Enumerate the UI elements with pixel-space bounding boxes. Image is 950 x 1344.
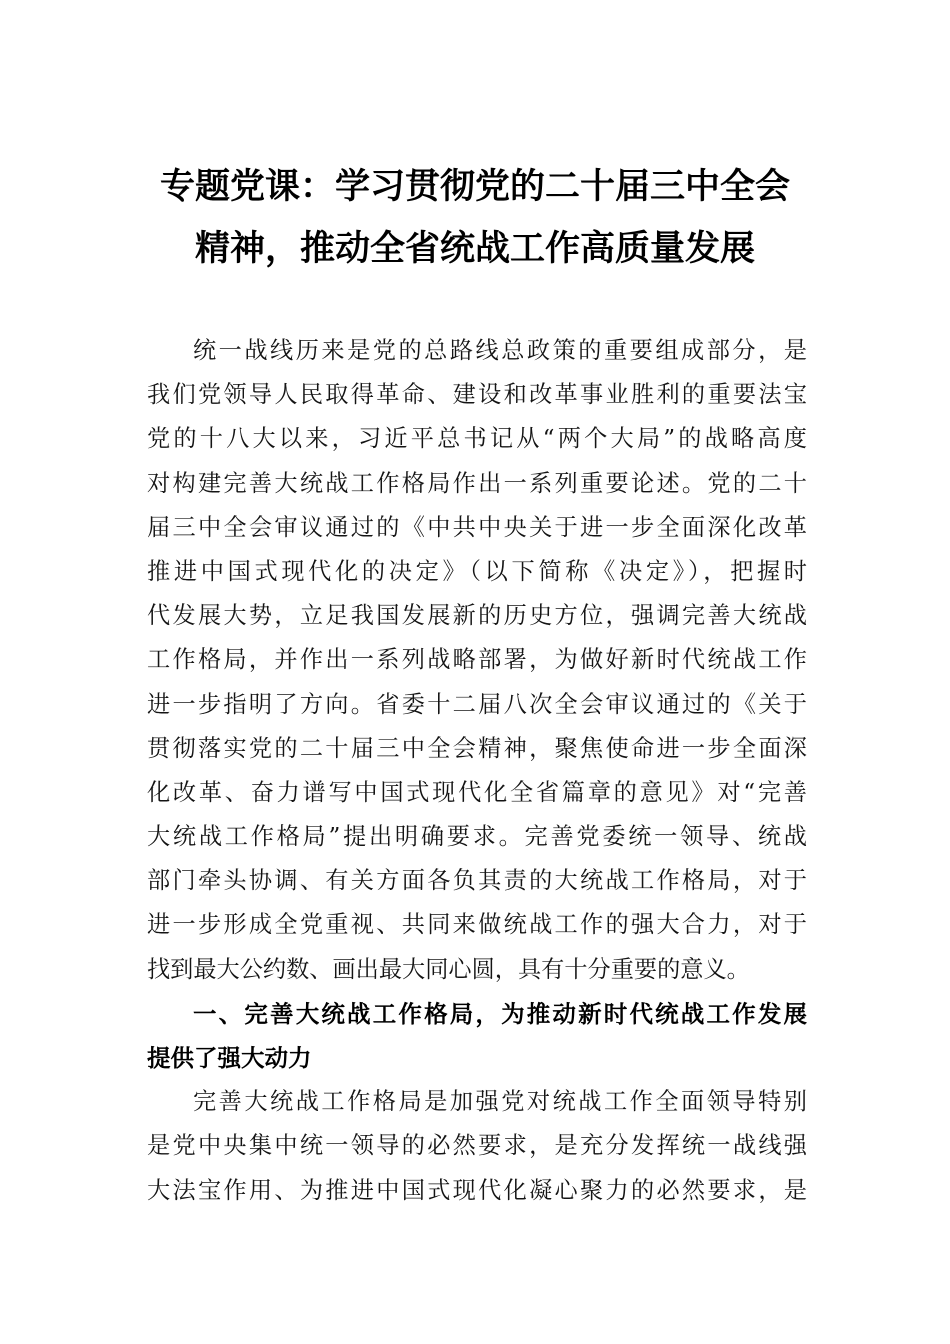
paragraph-section-1 (147, 1080, 807, 1213)
section-heading-1 (147, 992, 807, 1080)
document-title (100, 156, 850, 280)
document-body (147, 329, 807, 1213)
text-line: 进一步形成全党重视、共同来做统战工作的强大合力，对于 (147, 911, 807, 939)
text-line: 完善大统战工作格局是加强党对统战工作全面领导特别 (193, 1088, 807, 1116)
paragraph-intro (147, 329, 807, 992)
text-line: 化改革、奋力谱写中国式现代化全省篇章的意见》对“完善 (147, 778, 807, 806)
text-line: 是党中央集中统一领导的必然要求，是充分发挥统一战线强 (147, 1132, 807, 1160)
text-line: 党的十八大以来，习近平总书记从“两个大局”的战略高度 (147, 425, 807, 453)
text-line: 大法宝作用、为推进中国式现代化凝心聚力的必然要求，是 (147, 1176, 807, 1204)
text-line: 工作格局，并作出一系列战略部署，为做好新时代统战工作 (147, 646, 807, 674)
title-line-2: 精神，推动全省统战工作高质量发展 (194, 228, 755, 269)
text-line: 进一步指明了方向。省委十二届八次全会审议通过的《关于 (147, 690, 807, 718)
text-line: 我们党领导人民取得革命、建设和改革事业胜利的重要法宝 (147, 381, 807, 409)
text-line: 对构建完善大统战工作格局作出一系列重要论述。党的二十 (147, 469, 807, 497)
heading-line: 提供了强大动力 (147, 1044, 312, 1072)
text-line: 代发展大势，立足我国发展新的历史方位，强调完善大统战 (147, 602, 807, 630)
text-line: 找到最大公约数、画出最大同心圆，具有十分重要的意义。 (147, 955, 750, 983)
text-line: 贯彻落实党的二十届三中全会精神，聚焦使命进一步全面深 (147, 734, 807, 762)
text-line: 统一战线历来是党的总路线总政策的重要组成部分，是 (193, 337, 807, 364)
title-line-1: 专题党课：学习贯彻党的二十届三中全会 (159, 166, 790, 207)
text-line: 届三中全会审议通过的《中共中央关于进一步全面深化改革 (147, 513, 807, 541)
heading-line: 一、完善大统战工作格局，为推动新时代统战工作发展 (193, 999, 807, 1028)
text-line: 大统战工作格局”提出明确要求。完善党委统一领导、统战 (147, 823, 807, 851)
text-line: 部门牵头协调、有关方面各负其责的大统战工作格局，对于 (147, 867, 807, 895)
text-line: 推进中国式现代化的决定》（以下简称《决定》），把握时 (147, 557, 807, 585)
